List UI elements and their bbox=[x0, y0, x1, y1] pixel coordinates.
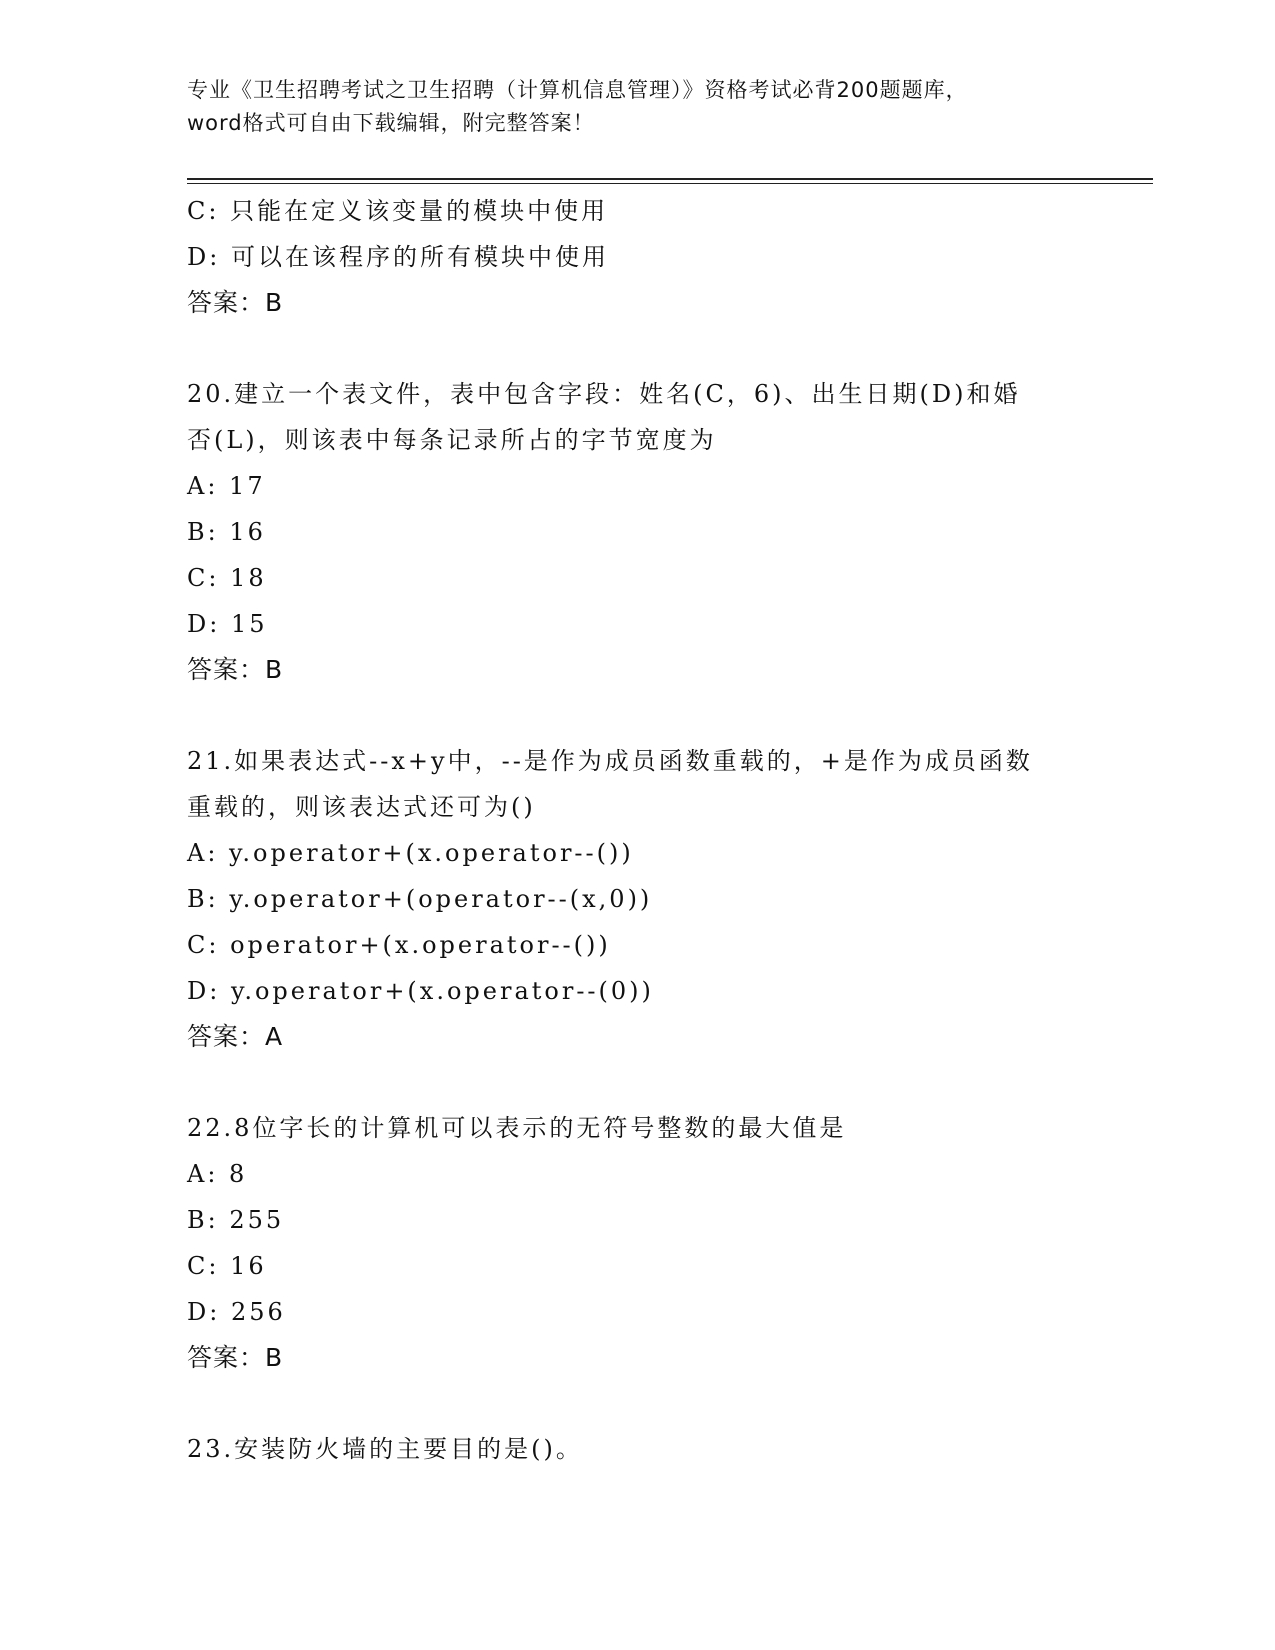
option-b: B: 16 bbox=[187, 518, 266, 546]
header-title-line: 专业《卫生招聘考试之卫生招聘（计算机信息管理）》资格考试必背200题题库， bbox=[187, 78, 968, 102]
header-subtitle-line: word格式可自由下载编辑，附完整答案！ bbox=[187, 111, 595, 135]
option-d: D: 15 bbox=[187, 610, 268, 638]
option-c: C: 16 bbox=[187, 1252, 267, 1280]
question-20 bbox=[187, 371, 1087, 693]
question-stem: 22.8位字长的计算机可以表示的无符号整数的最大值是 bbox=[187, 1114, 847, 1142]
header-divider-thin bbox=[187, 183, 1153, 184]
question-spacer bbox=[187, 693, 1087, 738]
option-d: D: 256 bbox=[187, 1298, 286, 1326]
question-stem: 20.建立一个表文件，表中包含字段：姓名(C，6)、出生日期(D)和婚 bbox=[187, 380, 1021, 408]
question-stem: 21.如果表达式--x+y中，--是作为成员函数重载的，+是作为成员函数 bbox=[187, 747, 1033, 775]
option-c: C: 18 bbox=[187, 564, 267, 592]
answer-line: 答案：B bbox=[187, 288, 284, 317]
option-a: A: 8 bbox=[187, 1160, 248, 1188]
option-c: C: operator+(x.operator--()) bbox=[187, 931, 611, 959]
question-spacer bbox=[187, 1060, 1087, 1105]
question-22 bbox=[187, 1105, 1087, 1381]
question-stem: 23.安装防火墙的主要目的是()。 bbox=[187, 1435, 583, 1463]
question-stem: 否(L)，则该表中每条记录所占的字节宽度为 bbox=[187, 426, 717, 454]
answer-line: 答案：A bbox=[187, 1022, 284, 1051]
document-header bbox=[187, 74, 1087, 140]
option-d: D: 可以在该程序的所有模块中使用 bbox=[187, 243, 609, 271]
option-d: D: y.operator+(x.operator--(0)) bbox=[187, 977, 654, 1005]
question-19-continuation bbox=[187, 188, 1087, 326]
question-21 bbox=[187, 738, 1087, 1060]
question-stem: 重载的，则该表达式还可为() bbox=[187, 793, 536, 821]
option-b: B: y.operator+(operator--(x,0)) bbox=[187, 885, 653, 913]
answer-line: 答案：B bbox=[187, 1343, 284, 1372]
question-spacer bbox=[187, 1381, 1087, 1426]
option-c: C: 只能在定义该变量的模块中使用 bbox=[187, 197, 609, 225]
question-list bbox=[187, 188, 1087, 1472]
question-23 bbox=[187, 1426, 1087, 1472]
answer-line: 答案：B bbox=[187, 655, 284, 684]
question-spacer bbox=[187, 326, 1087, 371]
option-a: A: y.operator+(x.operator--()) bbox=[187, 839, 634, 867]
option-a: A: 17 bbox=[187, 472, 266, 500]
option-b: B: 255 bbox=[187, 1206, 285, 1234]
header-divider-thick bbox=[187, 178, 1153, 180]
